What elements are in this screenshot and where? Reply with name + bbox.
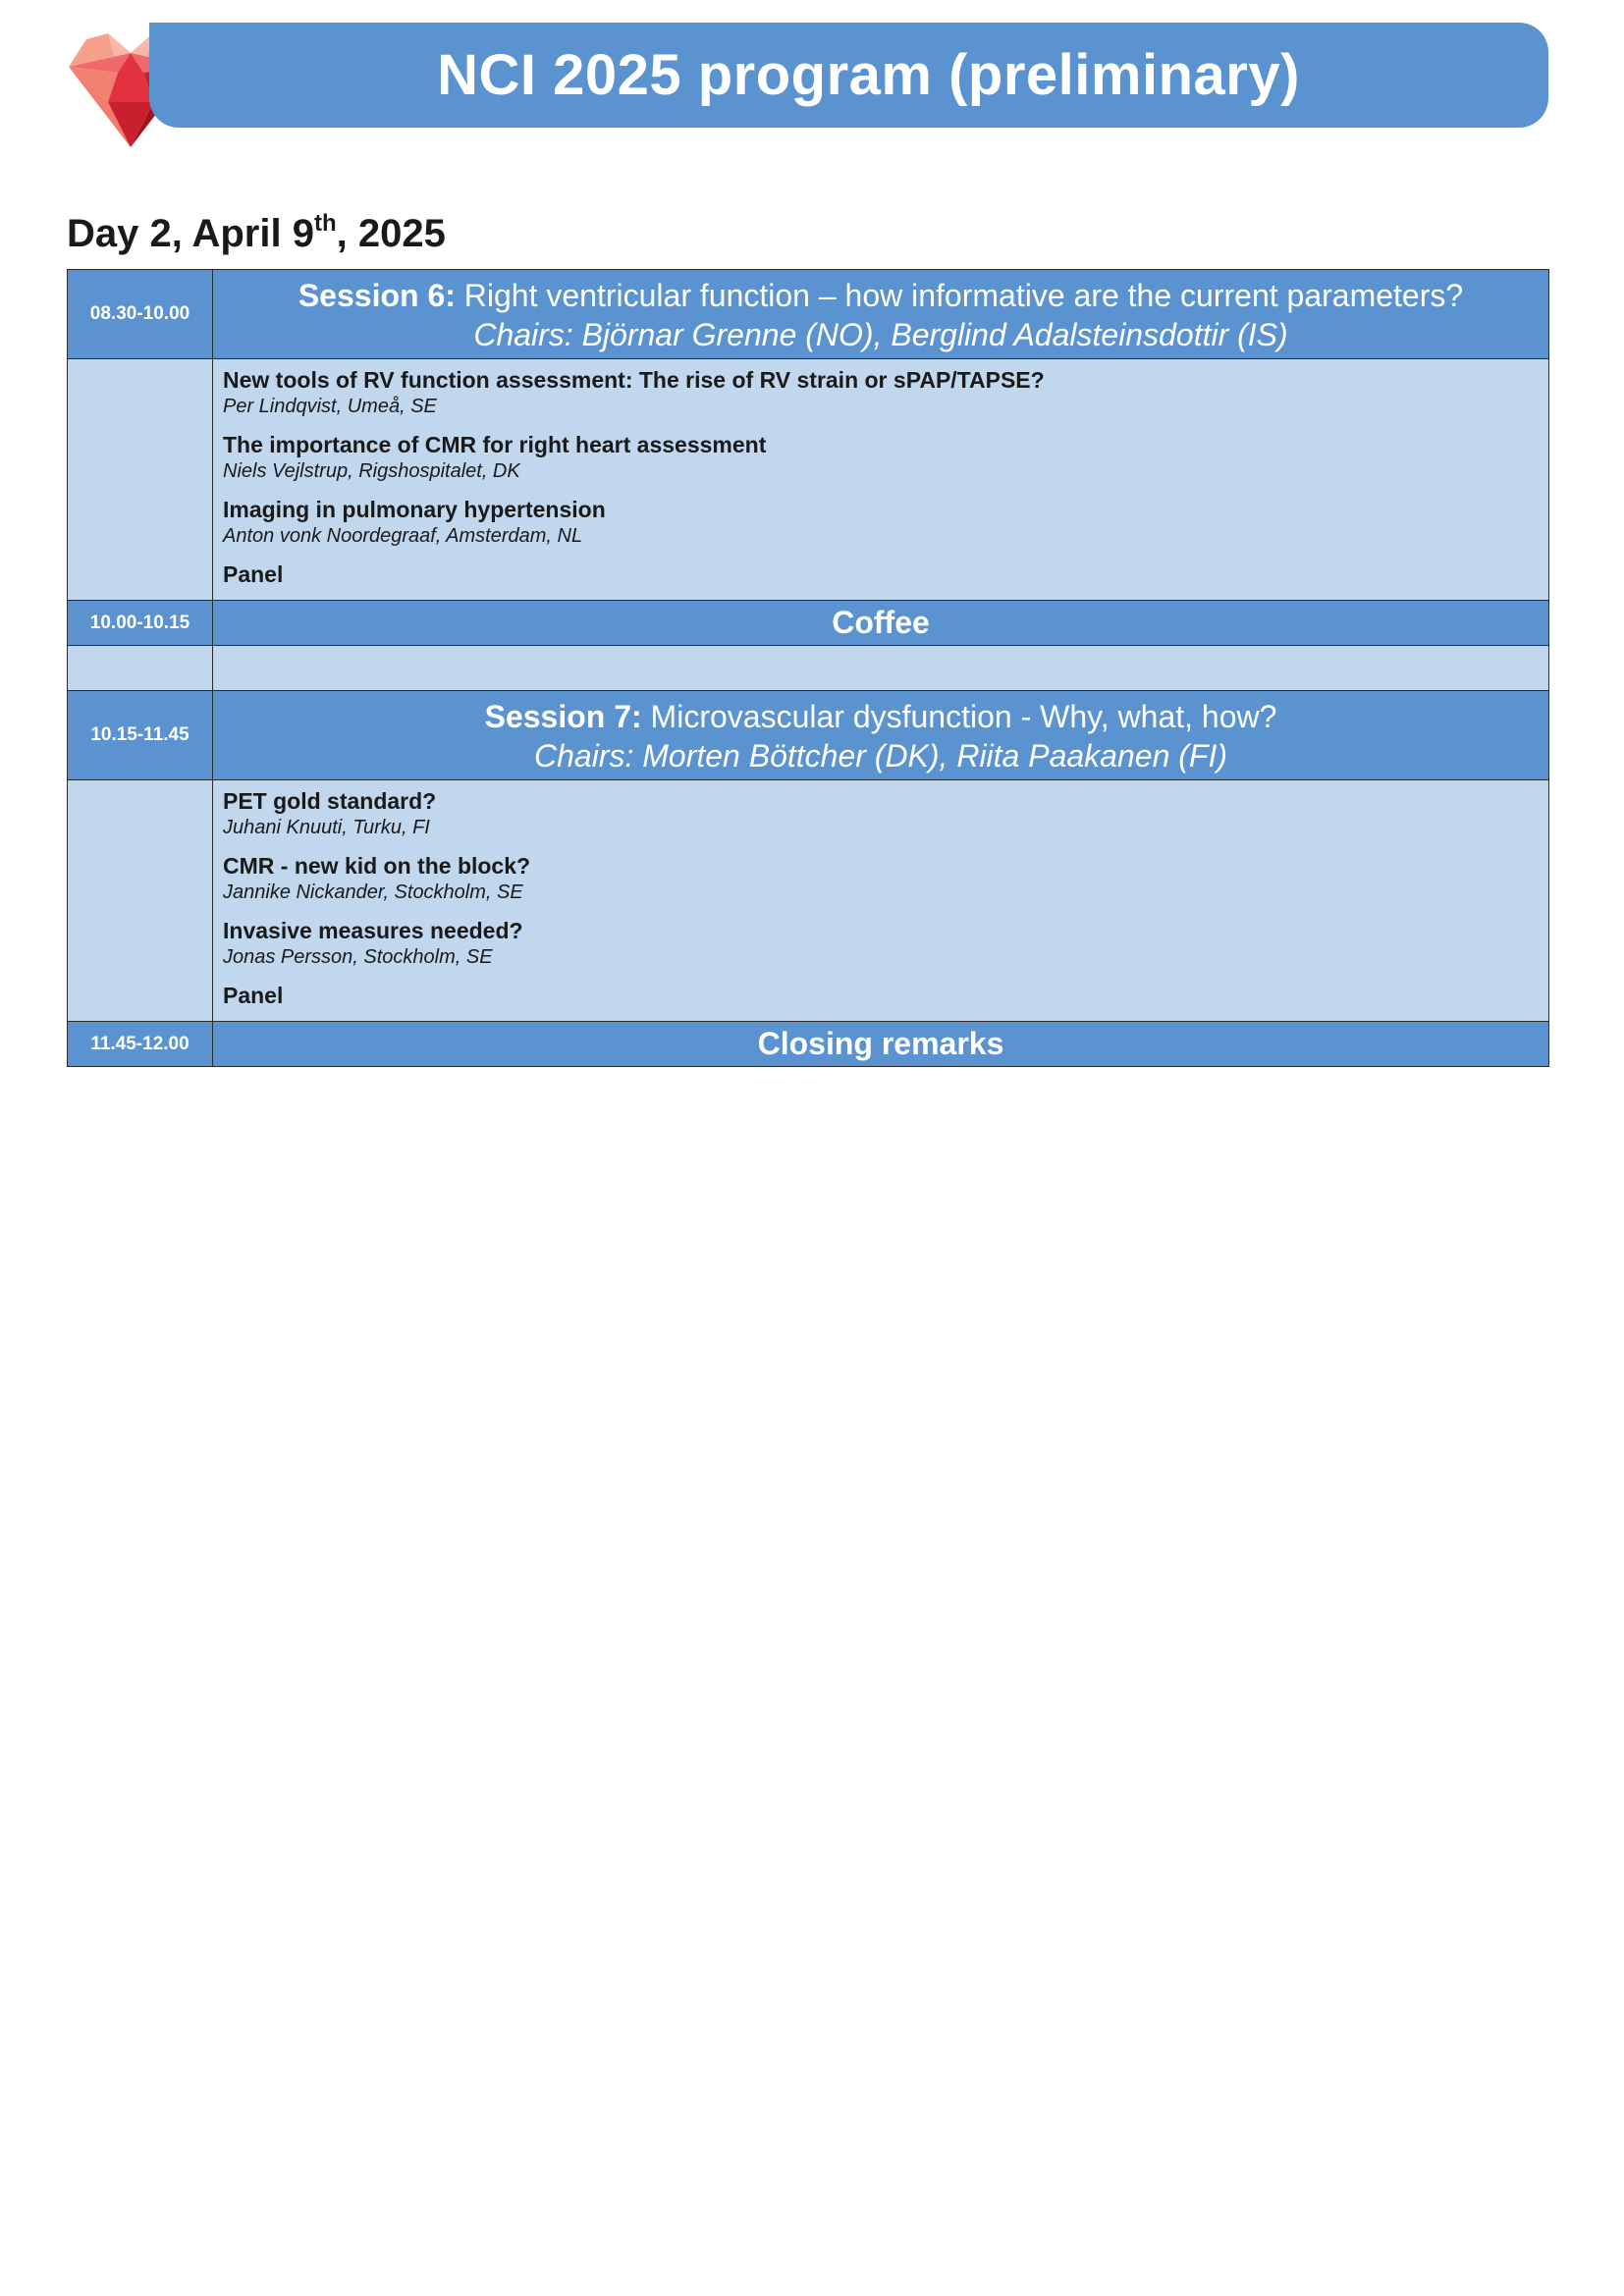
table-row [68, 646, 1549, 691]
session-6-chairs: Chairs: Björnar Grenne (NO), Berglind Adalsteinsdottir (IS) [473, 317, 1288, 352]
session-7-talks [213, 780, 1549, 1022]
session-6-title [213, 276, 1548, 315]
talk-title: Imaging in pulmonary hypertension [223, 497, 606, 522]
talk-speaker: Juhani Knuuti, Turku, FI [223, 817, 430, 838]
session-7-talks-time-blank [68, 780, 213, 1022]
empty-cell [213, 646, 1549, 691]
coffee-time: 10.00-10.15 [68, 601, 213, 646]
program-table [67, 269, 1549, 1067]
header-banner [149, 23, 1548, 128]
table-row [68, 359, 1549, 601]
session-6-header [213, 270, 1549, 359]
session-6-talks-time-blank [68, 359, 213, 601]
session-6-label: Session 6: [298, 278, 456, 313]
session-7-time: 10.15-11.45 [68, 691, 213, 780]
talk-title: The importance of CMR for right heart assessment [223, 432, 767, 457]
talk-speaker: Per Lindqvist, Umeå, SE [223, 396, 437, 417]
panel-label: Panel [223, 561, 284, 587]
session-7-header [213, 691, 1549, 780]
table-row [68, 270, 1549, 359]
table-row [68, 1022, 1549, 1067]
talk-speaker: Jonas Persson, Stockholm, SE [223, 946, 493, 968]
session-7-chairs: Chairs: Morten Böttcher (DK), Riita Paakanen (FI) [533, 738, 1227, 774]
talk-speaker: Anton vonk Noordegraaf, Amsterdam, NL [223, 525, 583, 547]
session-7-label: Session 7: [484, 699, 642, 734]
list-item [223, 365, 1539, 418]
talk-title: New tools of RV function assessment: The rise of RV strain or sPAP/TAPSE? [223, 367, 1045, 393]
coffee-label: Coffee [213, 601, 1549, 646]
list-item [223, 916, 1539, 969]
list-item [223, 786, 1539, 839]
day-heading-year: , 2025 [336, 212, 446, 255]
list-item [223, 430, 1539, 483]
talk-title: Invasive measures needed? [223, 918, 523, 943]
day-heading [67, 212, 446, 256]
empty-cell [68, 646, 213, 691]
talk-speaker: Niels Vejlstrup, Rigshospitalet, DK [223, 460, 520, 482]
list-item [223, 851, 1539, 904]
talk-title: PET gold standard? [223, 788, 437, 814]
closing-label: Closing remarks [213, 1022, 1549, 1067]
table-row [68, 780, 1549, 1022]
day-heading-date: Day 2, April 9 [67, 212, 314, 255]
list-item [223, 495, 1539, 548]
session-7-topic: Microvascular dysfunction - Why, what, how? [641, 699, 1277, 734]
day-heading-ordinal: th [313, 210, 337, 237]
session-7-title [213, 697, 1548, 736]
session-6-time: 08.30-10.00 [68, 270, 213, 359]
session-6-talks [213, 359, 1549, 601]
table-row [68, 601, 1549, 646]
session-6-topic: Right ventricular function – how informative are the current parameters? [455, 278, 1464, 313]
closing-time: 11.45-12.00 [68, 1022, 213, 1067]
panel-label: Panel [223, 983, 284, 1008]
table-row [68, 691, 1549, 780]
talk-title: CMR - new kid on the block? [223, 853, 531, 879]
talk-speaker: Jannike Nickander, Stockholm, SE [223, 881, 523, 903]
page-title: NCI 2025 program (preliminary) [437, 43, 1300, 107]
